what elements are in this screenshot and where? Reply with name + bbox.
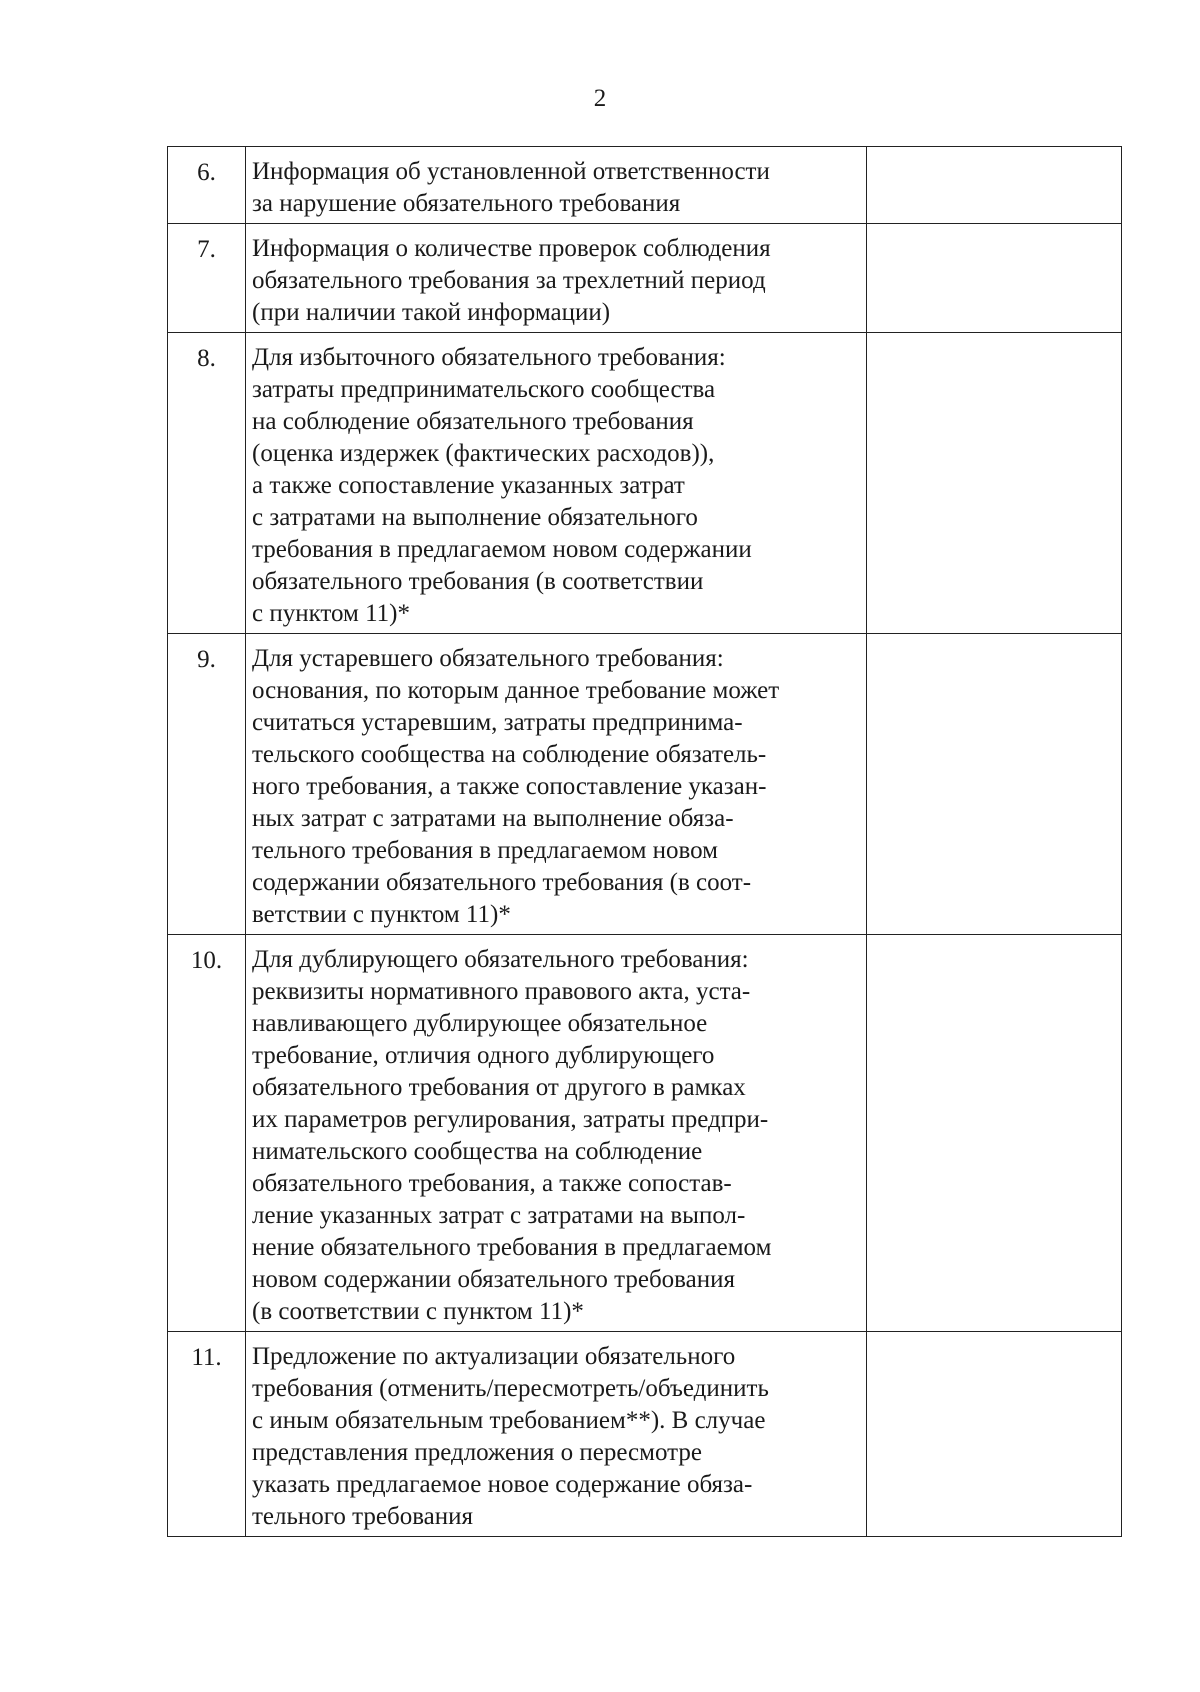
- row-value-cell[interactable]: [867, 224, 1122, 333]
- row-number: 9.: [168, 634, 246, 935]
- description-line: требования (отменить/пересмотреть/объединить: [252, 1375, 769, 1402]
- description-line: Предложение по актуализации обязательного: [252, 1343, 736, 1370]
- description-line: с затратами на выполнение обязательного: [252, 504, 698, 531]
- requirements-table: [167, 146, 1122, 1537]
- row-number: 7.: [168, 224, 246, 333]
- description-line: обязательного требования от другого в рамках: [252, 1074, 746, 1101]
- description-line: содержании обязательного требования (в соот-: [252, 869, 752, 896]
- description-line: на соблюдение обязательного требования: [252, 408, 694, 435]
- description-line: требования в предлагаемом новом содержании: [252, 536, 752, 563]
- description-line: (оценка издержек (фактических расходов)),: [252, 440, 715, 467]
- description-line: нимательского сообщества на соблюдение: [252, 1138, 703, 1165]
- description-line: тельного требования: [252, 1503, 474, 1530]
- row-description: [246, 1332, 867, 1537]
- table-row: [168, 224, 1122, 333]
- row-number: 10.: [168, 935, 246, 1332]
- description-line: ных затрат с затратами на выполнение обяза-: [252, 805, 734, 832]
- description-line: указать предлагаемое новое содержание обяза-: [252, 1471, 753, 1498]
- table-row: [168, 935, 1122, 1332]
- table-row: [168, 634, 1122, 935]
- description-line: с пунктом 11)*: [252, 600, 411, 627]
- description-line: обязательного требования за трехлетний период: [252, 267, 766, 294]
- description-line: тельного требования в предлагаемом новом: [252, 837, 718, 864]
- description-line: ного требования, а также сопоставление указан-: [252, 773, 767, 800]
- row-description: [246, 634, 867, 935]
- row-value-cell[interactable]: [867, 333, 1122, 634]
- description-line: Информация об установленной ответственности: [252, 158, 770, 185]
- description-line: представления предложения о пересмотре: [252, 1439, 702, 1466]
- description-line: требование, отличия одного дублирующего: [252, 1042, 715, 1069]
- row-number: 6.: [168, 147, 246, 224]
- description-line: (при наличии такой информации): [252, 299, 611, 326]
- description-line: (в соответствии с пунктом 11)*: [252, 1298, 584, 1325]
- description-line: реквизиты нормативного правового акта, уста-: [252, 978, 751, 1005]
- description-line: навливающего дублирующее обязательное: [252, 1010, 708, 1037]
- page-number: 2: [593, 85, 607, 112]
- row-description: [246, 224, 867, 333]
- row-value-cell[interactable]: [867, 935, 1122, 1332]
- description-line: Для устаревшего обязательного требования:: [252, 645, 724, 672]
- row-value-cell[interactable]: [867, 1332, 1122, 1537]
- description-line: основания, по которым данное требование может: [252, 677, 780, 704]
- description-line: Для дублирующего обязательного требования:: [252, 946, 749, 973]
- row-description: [246, 935, 867, 1332]
- description-line: Для избыточного обязательного требования:: [252, 344, 726, 371]
- description-line: их параметров регулирования, затраты предпри-: [252, 1106, 769, 1133]
- description-line: а также сопоставление указанных затрат: [252, 472, 685, 499]
- row-description: [246, 333, 867, 634]
- row-description: [246, 147, 867, 224]
- row-number: 11.: [168, 1332, 246, 1537]
- row-value-cell[interactable]: [867, 147, 1122, 224]
- description-line: затраты предпринимательского сообщества: [252, 376, 716, 403]
- description-line: считаться устаревшим, затраты предпринима-: [252, 709, 743, 736]
- description-line: с иным обязательным требованием**). В случае: [252, 1407, 766, 1434]
- row-number: 8.: [168, 333, 246, 634]
- description-line: нение обязательного требования в предлагаемом: [252, 1234, 772, 1261]
- description-line: новом содержании обязательного требования: [252, 1266, 736, 1293]
- description-line: ветствии с пунктом 11)*: [252, 901, 511, 928]
- description-line: обязательного требования, а также сопостав-: [252, 1170, 732, 1197]
- description-line: за нарушение обязательного требования: [252, 190, 681, 217]
- row-value-cell[interactable]: [867, 634, 1122, 935]
- description-line: ление указанных затрат с затратами на выпол-: [252, 1202, 746, 1229]
- description-line: тельского сообщества на соблюдение обязатель-: [252, 741, 767, 768]
- description-line: Информация о количестве проверок соблюдения: [252, 235, 771, 262]
- description-line: обязательного требования (в соответствии: [252, 568, 704, 595]
- table-row: [168, 147, 1122, 224]
- table-row: [168, 333, 1122, 634]
- table-body: [168, 147, 1122, 1537]
- table-row: [168, 1332, 1122, 1537]
